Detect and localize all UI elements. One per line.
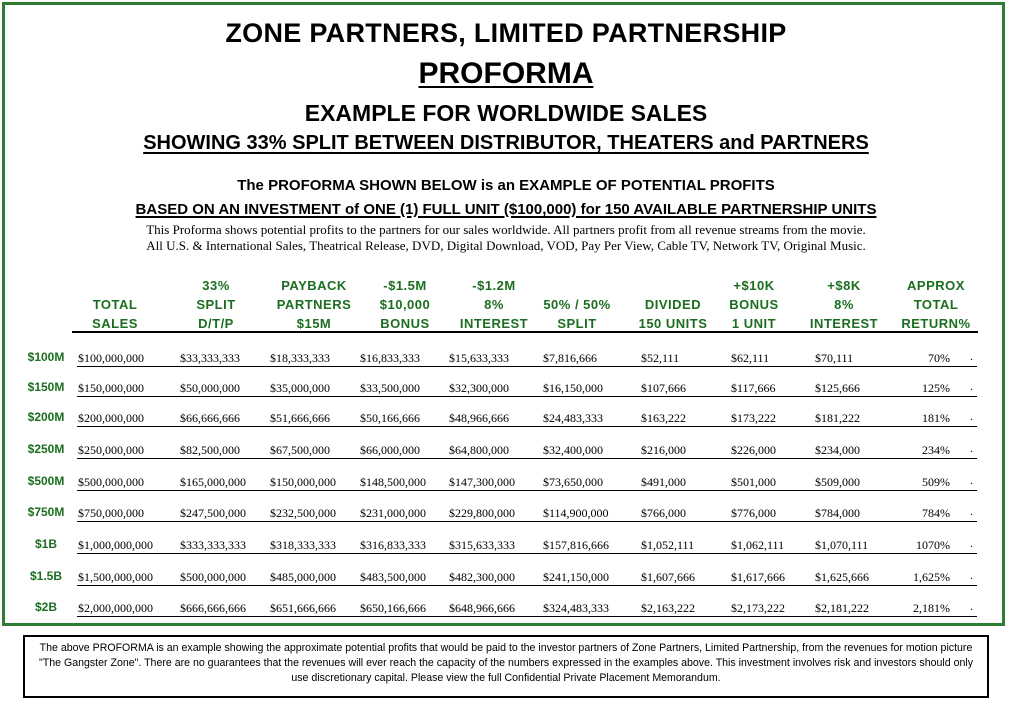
table-cell: $247,500,000 xyxy=(180,506,246,520)
table-cell: $231,000,000 xyxy=(360,506,426,520)
row-underline xyxy=(77,396,977,397)
table-cell: $648,966,666 xyxy=(449,601,515,615)
row-end-dot: . xyxy=(970,379,973,393)
column-header-line: SPLIT xyxy=(196,297,236,312)
table-cell: $216,000 xyxy=(641,443,686,457)
row-underline xyxy=(77,426,977,427)
table-row xyxy=(0,378,1012,398)
table-cell: $509,000 xyxy=(815,475,860,489)
table-cell: $1,500,000,000 xyxy=(78,570,153,584)
row-underline xyxy=(77,366,977,367)
table-cell: $2,181,222 xyxy=(815,601,869,615)
column-header-line: BONUS xyxy=(380,316,430,331)
column-header xyxy=(180,276,252,333)
table-cell: $150,000,000 xyxy=(270,475,336,489)
table-cell: $32,400,000 xyxy=(543,443,603,457)
table-cell: $1,000,000,000 xyxy=(78,538,153,552)
table-cell: $2,163,222 xyxy=(641,601,695,615)
intro-line-1: The PROFORMA SHOWN BELOW is an EXAMPLE OF POTENTIAL PROFITS xyxy=(237,177,775,194)
column-header-line: $10,000 xyxy=(379,297,431,312)
table-row xyxy=(0,440,1012,460)
intro-line-2: BASED ON AN INVESTMENT of ONE (1) FULL UNIT ($100,000) for 150 AVAILABLE PARTNERSHIP UNITS xyxy=(135,201,877,218)
table-cell: $229,800,000 xyxy=(449,506,515,520)
table-cell: $1,625,666 xyxy=(815,570,869,584)
table-cell: $66,666,666 xyxy=(180,411,240,425)
table-cell: $117,666 xyxy=(731,381,776,395)
column-header-line: 50% / 50% xyxy=(543,297,611,312)
row-end-dot: . xyxy=(970,504,973,518)
row-label: $200M xyxy=(27,410,65,424)
column-header-line: BONUS xyxy=(729,297,779,312)
table-cell: $241,150,000 xyxy=(543,570,609,584)
row-end-dot: . xyxy=(970,599,973,613)
table-cell: $666,666,666 xyxy=(180,601,246,615)
column-header-line: RETURN% xyxy=(901,316,971,331)
row-label: $500M xyxy=(27,474,65,488)
table-cell: 1,625% xyxy=(913,570,950,584)
column-header-line: 1 UNIT xyxy=(731,316,777,331)
note-line-2: All U.S. & International Sales, Theatrical Release, DVD, Digital Download, VOD, Pay Per View, Cable TV, Network TV, Original Music. xyxy=(146,238,866,253)
row-label: $150M xyxy=(27,380,65,394)
row-label: $250M xyxy=(27,442,65,456)
column-header-line: PAYBACK xyxy=(281,278,347,293)
row-end-dot: . xyxy=(970,568,973,582)
table-cell: 70% xyxy=(928,351,950,365)
table-cell: $1,062,111 xyxy=(731,538,785,552)
column-header xyxy=(448,276,540,333)
table-cell: $18,333,333 xyxy=(270,351,330,365)
column-header-line: D/T/P xyxy=(198,316,234,331)
row-end-dot: . xyxy=(970,349,973,363)
row-end-dot: . xyxy=(970,409,973,423)
column-header-line: 8% xyxy=(484,297,504,312)
row-underline xyxy=(77,553,977,554)
table-cell: $1,070,111 xyxy=(815,538,869,552)
table-cell: 181% xyxy=(922,411,950,425)
table-cell: $316,833,333 xyxy=(360,538,426,552)
table-cell: $500,000,000 xyxy=(180,570,246,584)
column-header-line: 8% xyxy=(834,297,854,312)
column-header-line: -$1.5M xyxy=(383,278,427,293)
table-cell: $2,000,000,000 xyxy=(78,601,153,615)
column-header-line: -$1.2M xyxy=(472,278,516,293)
column-header-line: TOTAL xyxy=(92,297,138,312)
table-cell: $784,000 xyxy=(815,506,860,520)
column-header-line: TOTAL xyxy=(913,297,959,312)
column-header-line: APPROX xyxy=(907,278,965,293)
table-cell: $16,833,333 xyxy=(360,351,420,365)
column-header-line: SALES xyxy=(92,316,138,331)
table-cell: $234,000 xyxy=(815,443,860,457)
table-cell: $62,111 xyxy=(731,351,770,365)
table-cell: $125,666 xyxy=(815,381,860,395)
table-cell: $24,483,333 xyxy=(543,411,603,425)
row-underline xyxy=(77,585,977,586)
table-cell: $35,000,000 xyxy=(270,381,330,395)
table-cell: $67,500,000 xyxy=(270,443,330,457)
column-header-line xyxy=(628,276,718,295)
table-cell: $766,000 xyxy=(641,506,686,520)
table-cell: $48,966,666 xyxy=(449,411,509,425)
row-underline xyxy=(77,521,977,522)
table-cell: $100,000,000 xyxy=(78,351,144,365)
table-cell: $501,000 xyxy=(731,475,776,489)
row-underline xyxy=(77,490,977,491)
note-line-1: This Proforma shows potential profits to the partners for our sales worldwide. All partners profit from all revenue streams from the movie. xyxy=(146,222,866,237)
row-label: $1B xyxy=(34,537,57,551)
table-cell: $483,500,000 xyxy=(360,570,426,584)
table-cell: $181,222 xyxy=(815,411,860,425)
row-label: $2B xyxy=(34,600,57,614)
column-header-line: DIVIDED xyxy=(644,297,702,312)
split-heading: SHOWING 33% SPLIT BETWEEN DISTRIBUTOR, THEATERS and PARTNERS xyxy=(143,132,869,154)
table-cell: 2,181% xyxy=(913,601,950,615)
table-cell: $482,300,000 xyxy=(449,570,515,584)
column-header-line: SPLIT xyxy=(557,316,597,331)
table-cell: $150,000,000 xyxy=(78,381,144,395)
row-underline xyxy=(77,616,977,617)
table-cell: $750,000,000 xyxy=(78,506,144,520)
column-header-line xyxy=(75,276,155,295)
table-cell: 784% xyxy=(922,506,950,520)
table-cell: $1,617,666 xyxy=(731,570,785,584)
column-header xyxy=(268,276,360,333)
table-cell: $2,173,222 xyxy=(731,601,785,615)
table-cell: $250,000,000 xyxy=(78,443,144,457)
table-cell: $485,000,000 xyxy=(270,570,336,584)
table-cell: $500,000,000 xyxy=(78,475,144,489)
column-header-line: INTEREST xyxy=(809,316,879,331)
table-cell: $165,000,000 xyxy=(180,475,246,489)
header-divider xyxy=(72,331,978,333)
section-heading: EXAMPLE FOR WORLDWIDE SALES xyxy=(304,100,708,126)
table-cell: $200,000,000 xyxy=(78,411,144,425)
column-header xyxy=(895,276,977,333)
column-header-line xyxy=(535,276,619,295)
table-cell: $173,222 xyxy=(731,411,776,425)
table-cell: $148,500,000 xyxy=(360,475,426,489)
column-header-line: PARTNERS xyxy=(276,297,352,312)
table-cell: $776,000 xyxy=(731,506,776,520)
page-title: ZONE PARTNERS, LIMITED PARTNERSHIP xyxy=(225,18,787,48)
table-cell: $7,816,666 xyxy=(543,351,597,365)
row-end-dot: . xyxy=(970,536,973,550)
table-row xyxy=(0,348,1012,368)
column-header-line: 33% xyxy=(202,278,230,293)
row-label: $1.5B xyxy=(29,569,63,583)
table-cell: $52,111 xyxy=(641,351,680,365)
table-cell: $163,222 xyxy=(641,411,686,425)
row-label: $100M xyxy=(27,350,65,364)
table-cell: 125% xyxy=(922,381,950,395)
column-header xyxy=(798,276,890,333)
table-cell: $32,300,000 xyxy=(449,381,509,395)
table-cell: $15,633,333 xyxy=(449,351,509,365)
table-row xyxy=(0,472,1012,492)
table-cell: $66,000,000 xyxy=(360,443,420,457)
table-cell: $491,000 xyxy=(641,475,686,489)
table-cell: $333,333,333 xyxy=(180,538,246,552)
table-cell: $107,666 xyxy=(641,381,686,395)
column-header-line: INTEREST xyxy=(459,316,529,331)
table-row xyxy=(0,598,1012,618)
table-cell: $147,300,000 xyxy=(449,475,515,489)
disclaimer-box: The above PROFORMA is an example showing the approximate potential profits that would be paid to the investor partners of Zone Partners, Limited Partnership, from the revenues for motion picture "The Gangster Zone". There are no guarantees that the revenues will ever reach the capacity of the numbers expressed in the examples above. This investment involves risk and investors should only use discretionary capital. Please view the full Confidential Private Placement Memorandum. xyxy=(23,635,989,698)
row-end-dot: . xyxy=(970,441,973,455)
table-cell: $16,150,000 xyxy=(543,381,603,395)
row-label: $750M xyxy=(27,505,65,519)
table-cell: $33,500,000 xyxy=(360,381,420,395)
table-row xyxy=(0,567,1012,587)
row-underline xyxy=(77,458,977,459)
table-cell: 1070% xyxy=(916,538,950,552)
table-cell: $82,500,000 xyxy=(180,443,240,457)
table-cell: 234% xyxy=(922,443,950,457)
table-row xyxy=(0,535,1012,555)
table-cell: $70,111 xyxy=(815,351,854,365)
row-end-dot: . xyxy=(970,473,973,487)
table-cell: $651,666,666 xyxy=(270,601,336,615)
table-cell: $157,816,666 xyxy=(543,538,609,552)
table-cell: $114,900,000 xyxy=(543,506,609,520)
column-header xyxy=(535,276,619,333)
table-cell: $324,483,333 xyxy=(543,601,609,615)
table-row xyxy=(0,503,1012,523)
table-cell: $51,666,666 xyxy=(270,411,330,425)
table-cell: $73,650,000 xyxy=(543,475,603,489)
column-header xyxy=(368,276,442,333)
column-header xyxy=(75,276,155,333)
table-cell: $226,000 xyxy=(731,443,776,457)
table-cell: $232,500,000 xyxy=(270,506,336,520)
table-cell: $64,800,000 xyxy=(449,443,509,457)
column-header-line: +$8K xyxy=(827,278,861,293)
column-header-line: $15M xyxy=(296,316,332,331)
page-subtitle: PROFORMA xyxy=(418,57,594,90)
table-cell: $315,633,333 xyxy=(449,538,515,552)
table-cell: $650,166,666 xyxy=(360,601,426,615)
table-row xyxy=(0,408,1012,428)
table-cell: $50,000,000 xyxy=(180,381,240,395)
table-cell: $1,052,111 xyxy=(641,538,695,552)
table-cell: $33,333,333 xyxy=(180,351,240,365)
column-header-line: +$10K xyxy=(733,278,775,293)
table-cell: $1,607,666 xyxy=(641,570,695,584)
column-header xyxy=(720,276,788,333)
table-cell: 509% xyxy=(922,475,950,489)
column-header xyxy=(628,276,718,333)
column-header-line: 150 UNITS xyxy=(638,316,708,331)
table-cell: $318,333,333 xyxy=(270,538,336,552)
table-cell: $50,166,666 xyxy=(360,411,420,425)
